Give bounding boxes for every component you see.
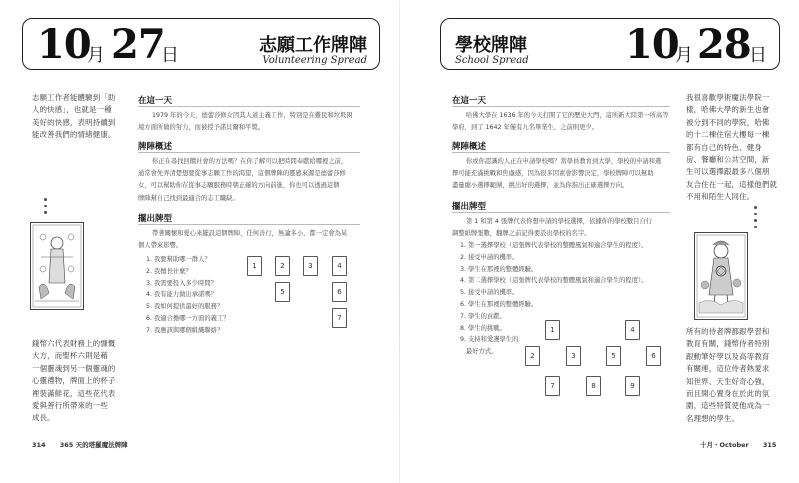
book-spine xyxy=(399,0,400,483)
left-card-slot-2: 2 xyxy=(275,256,290,276)
right-sidebar-card-note: 所有的侍者牌都跟學習和 教育有關，錢幣侍者特別 跟動筆好學以及高等教育 有關連，這位侍者熱愛求 知世界、天生好奇心強， 而且開心置身在於此的氛 圍，這些特質使他成為一 名理想的學生。 xyxy=(686,327,770,423)
left-spread-title-en: Volunteering Spread xyxy=(262,55,367,66)
right-footer xyxy=(700,440,776,449)
list-item: 7. 我應該與哪個組織聯絡？ xyxy=(146,326,224,334)
right-card-slot-4: 4 xyxy=(625,320,640,340)
right-overview-text: 你或你認識的人正在申請學校嗎？當學員教育到大學，學校的申請和選 擇可能充滿挑戰和焦慮感，因為很多因素會影響決定，學校牌陣可以幫助 盡量縮小選擇範圍，挑出好的選擇，並為你指出正確選擇方向。 xyxy=(452,158,662,190)
right-spread-rule xyxy=(452,212,670,213)
right-history-heading: 在這一天 xyxy=(452,96,487,106)
list-item: 7. 學生的貢獻。 xyxy=(460,312,506,320)
left-overview-heading: 牌陣概述 xyxy=(138,142,173,152)
list-item: 4. 我有能力做出承諾嗎？ xyxy=(146,291,217,299)
left-day-number: 27 xyxy=(111,21,165,68)
right-position-list xyxy=(460,240,680,358)
left-month-number: 10 xyxy=(37,21,91,68)
right-day-char: 日 xyxy=(749,45,767,66)
list-item: 5. 接受申請的機率。 xyxy=(460,289,519,297)
left-day-char: 日 xyxy=(161,45,179,66)
right-card-slot-1: 1 xyxy=(545,320,560,340)
left-dots-ornament xyxy=(42,198,50,218)
left-month-char: 月 xyxy=(87,45,105,66)
right-overview-rule xyxy=(452,152,670,153)
left-card-slot-5: 5 xyxy=(275,282,290,302)
right-overview-heading: 牌陣概述 xyxy=(452,142,487,152)
left-history-text: 1979 年的今天，德蕾莎修女因其人道主義工作，特別是在難民和垃圾困 境方面所做的努力，而被授予諾貝爾和平獎。 xyxy=(138,112,353,132)
right-dots-ornament xyxy=(752,206,760,232)
left-page-number: 314 xyxy=(32,441,46,449)
list-item: 6. 我適合擔哪一方面的義工？ xyxy=(146,314,230,322)
left-header-box xyxy=(22,18,380,70)
left-position-list xyxy=(146,254,256,337)
left-card-slot-6: 6 xyxy=(332,282,347,302)
list-item: 最好方式。 xyxy=(460,348,498,356)
list-item: 1. 我要幫助哪一群人？ xyxy=(146,256,211,263)
right-card-slot-9: 9 xyxy=(625,376,640,396)
right-month-char: 月 xyxy=(675,45,693,66)
right-month-label: 十月・October xyxy=(700,441,749,449)
left-card-slot-7: 7 xyxy=(332,308,347,328)
right-history-rule xyxy=(452,106,670,107)
right-card-slot-6: 6 xyxy=(646,346,661,366)
list-item: 8. 學生的挑戰。 xyxy=(460,324,506,332)
right-card-slot-7: 7 xyxy=(545,376,560,396)
list-item: 3. 學生在那裡的整體經驗。 xyxy=(460,265,538,273)
list-item: 9. 支持和愛護學生的 xyxy=(460,336,519,344)
right-sidebar-note: 我很喜歡學術魔法學院一 樣，哈佛大學的新生也會 被分到不同的學院，哈佛 的十二棟住宿大樓每一棟 都有自己的特色、健身 房、餐廳和公共空間，新 生可以選擇跟最多八個朋 友合住在一起，這樣他們就 不用和陌生人同住。 xyxy=(686,93,778,202)
right-card-slot-8: 8 xyxy=(586,376,601,396)
list-item: 1. 第一選擇學校（這張牌代表學校的整體風氣和適合學生的程度）。 xyxy=(460,242,648,249)
six-of-pentacles-card-image xyxy=(30,222,84,310)
left-overview-text: 你正在尋找回饋社會的方法嗎？在你了解可以把時間奉獻給哪裡之前， 通常會先弄清楚想要從事志願工作的渴望，這個牌陣的靈感來源是德蕾莎修 女，可以幫助你在從事志願服務時朝正確的方向前進，你也可以透過這個 牌陣幫自己找到最適合的志工職缺。 xyxy=(138,158,348,202)
right-card-slot-3: 3 xyxy=(566,346,581,366)
list-item: 3. 我需要投入多少時間？ xyxy=(146,279,217,287)
right-card-slot-5: 5 xyxy=(606,346,621,366)
list-item: 4. 第二選擇學校（這張牌代表學校的整體風氣和適合學生的程度）。 xyxy=(460,277,648,285)
right-page-number: 315 xyxy=(762,441,777,449)
left-card-slot-3: 3 xyxy=(303,256,318,276)
left-spread-title: 志願工作牌陣 xyxy=(259,35,367,56)
right-month-number: 10 xyxy=(625,21,679,68)
right-spread-intro: 第 1 和第 4 張牌代表你想申請的學校選擇，依據你的學校數目自行 調整紙牌張數，翻牌之前記得要設出學校的名字。 xyxy=(452,218,653,238)
left-spread-rule xyxy=(138,224,360,225)
left-history-heading: 在這一天 xyxy=(138,96,173,106)
left-card-slot-1: 1 xyxy=(247,256,262,276)
left-sidebar-note: 志願工作者能體驗到「助 人的快感」，也就是一種 美好的快感，表明持續到 能改善我們的情緒健康。 xyxy=(32,93,116,140)
list-item: 2. 我擅長什麼？ xyxy=(146,267,192,275)
right-spread-heading: 擺出牌型 xyxy=(452,202,487,212)
list-item: 6. 學生在那裡的整體經驗。 xyxy=(460,300,538,308)
right-card-slot-2: 2 xyxy=(525,346,540,366)
list-item: 5. 我如何提供最好的服務？ xyxy=(146,303,224,311)
page-of-pentacles-card-image xyxy=(694,232,748,320)
right-history-text: 哈佛大學在 1636 年的今天打開了它的歷史大門，這所新大陸第一所高等 學府，到了 1642 年僅有九名畢業生，之前則更少。 xyxy=(452,112,669,132)
left-footer xyxy=(32,440,128,449)
right-spread-title-en: School Spread xyxy=(455,55,529,66)
left-spread-intro: 帶著關懷和愛心來擺設這個牌陣，任何善行，無論多小，都一定會為某 個人帶來影響。 xyxy=(138,230,348,250)
left-card-slot-4: 4 xyxy=(332,256,347,276)
left-history-rule xyxy=(138,106,360,107)
left-sidebar-card-note: 錢幣六代表財務上的慷慨 大方，而聖杯六則是藉 一個靈魂到另一個靈魂的 心靈禮物，牌面上的杯子 裡裝滿鮮花，這些花代表 愛與善行所帶來的一些 成長。 xyxy=(32,339,116,423)
right-spread-title: 學校牌陣 xyxy=(455,35,527,56)
right-day-number: 28 xyxy=(697,21,751,68)
left-book-title: 365 天的塔羅魔法牌陣 xyxy=(59,441,128,449)
left-overview-rule xyxy=(138,152,360,153)
right-header-box xyxy=(440,18,780,70)
left-spread-heading: 擺出牌型 xyxy=(138,214,173,224)
list-item: 2. 接受申請的機率。 xyxy=(460,253,519,261)
